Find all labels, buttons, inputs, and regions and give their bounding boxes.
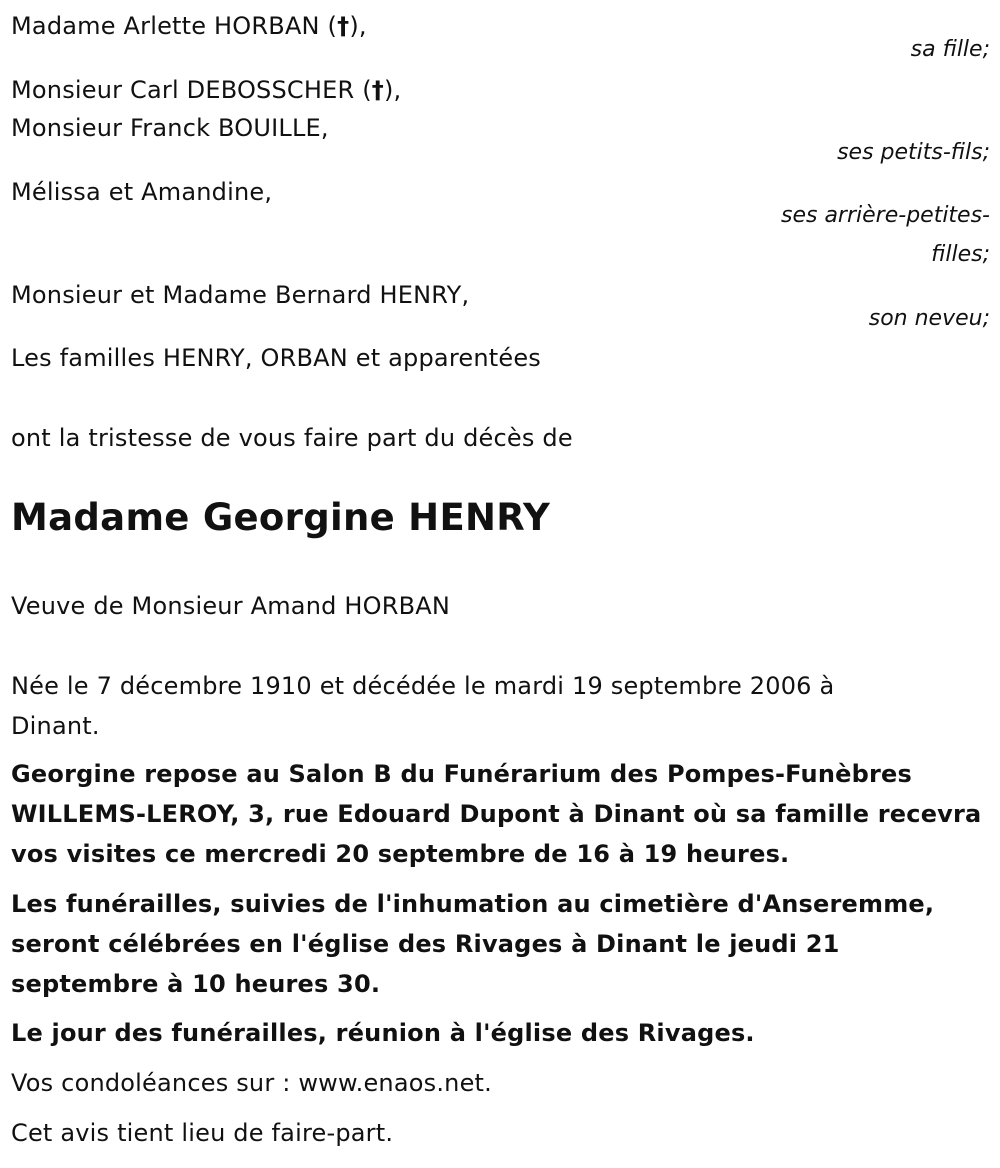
family-member-great-granddaughters: Mélissa et Amandine, — [11, 178, 273, 206]
notice-text: Cet avis tient lieu de faire-part. — [11, 1119, 394, 1147]
visitation-line-1: Georgine repose au Salon B du Funérarium des Pompes-Funèbres — [11, 760, 912, 788]
condolences-text: Vos condoléances sur : www.enaos.net. — [11, 1069, 492, 1097]
meeting-text: Le jour des funérailles, réunion à l'église des Rivages. — [11, 1019, 755, 1047]
relation-great-granddaughters-line1: ses arrière-petites- — [781, 203, 990, 228]
family-member-arlette — [11, 6, 367, 46]
punctuation: ), — [383, 76, 402, 104]
family-member-nephew: Monsieur et Madame Bernard HENRY, — [11, 281, 470, 309]
widow-of-text: Veuve de Monsieur Amand HORBAN — [11, 592, 451, 620]
visitation-line-3: vos visites ce mercredi 20 septembre de 16 à 19 heures. — [11, 840, 790, 868]
relation-nephew: son neveu; — [868, 306, 990, 331]
relation-great-granddaughters-line2: filles; — [931, 242, 990, 267]
cross-icon: † — [371, 76, 384, 104]
deceased-name: Madame Georgine HENRY — [11, 496, 551, 539]
family-member-name: Monsieur Carl DEBOSSCHER ( — [11, 76, 372, 104]
funeral-line-2: seront célébrées en l'église des Rivages à Dinant le jeudi 21 — [11, 930, 840, 958]
cross-icon: † — [337, 12, 350, 40]
funeral-line-3: septembre à 10 heures 30. — [11, 970, 381, 998]
families-line: Les familles HENRY, ORBAN et apparentées — [11, 344, 541, 372]
announcement-text: ont la tristesse de vous faire part du décès de — [11, 424, 573, 452]
relation-grandsons: ses petits-fils; — [837, 140, 990, 165]
birth-death-line-1: Née le 7 décembre 1910 et décédée le mardi 19 septembre 2006 à — [11, 672, 835, 700]
relation-daughter: sa fille; — [910, 37, 990, 62]
funeral-line-1: Les funérailles, suivies de l'inhumation au cimetière d'Anseremme, — [11, 890, 935, 918]
birth-death-line-2: Dinant. — [11, 712, 100, 740]
family-member-carl — [11, 70, 401, 110]
punctuation: ), — [349, 12, 367, 40]
family-member-franck: Monsieur Franck BOUILLE, — [11, 114, 329, 142]
visitation-line-2: WILLEMS-LEROY, 3, rue Edouard Dupont à Dinant où sa famille recevra — [11, 800, 982, 828]
family-member-name: Madame Arlette HORBAN ( — [11, 12, 338, 40]
